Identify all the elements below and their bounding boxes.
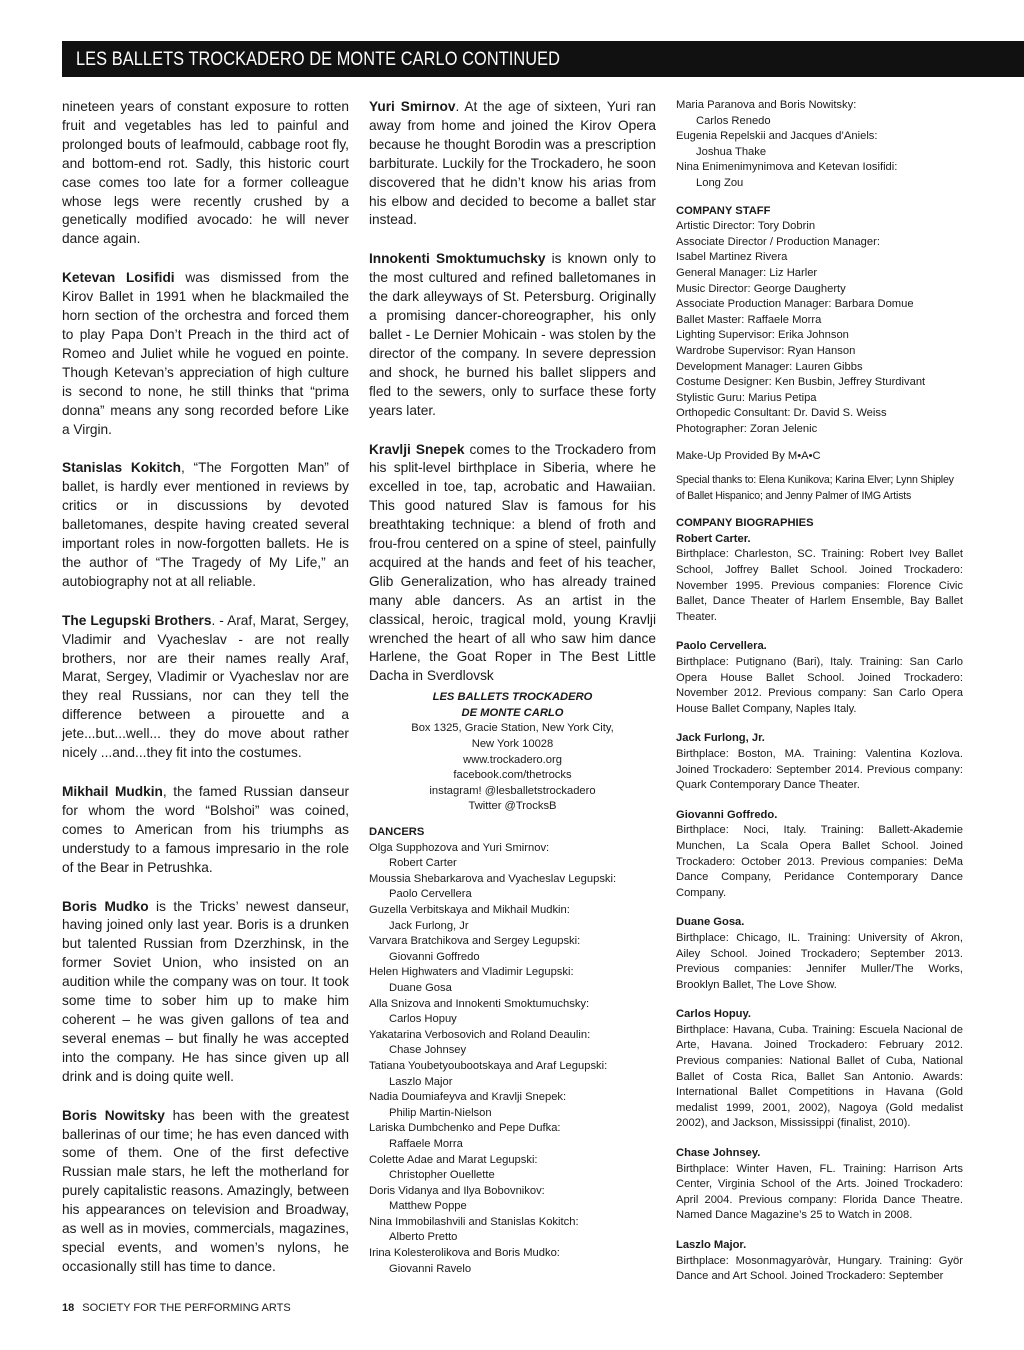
staff-line: Artistic Director: Tory Dobrin — [676, 220, 816, 233]
dancer-roles: Olga Supphozova and Yuri Smirnov: — [369, 841, 550, 854]
paragraph: Kravlji Snepek comes to the Trockadero from his split-level birthplace in Siberia, where he excelled in toe, tap, acrobatic and Hawaiian. This good natured Slav is famous for his breathtaking technique: a blend of froth and frou-frou centered on a spine of steel, painfully acquired at the hands and feet of his teacher, Glib Generalization, who has already trained many able dancers. As an artist in the classical, heroic, tragical mold, young Kravlji wrenched the heart of all who saw him dance Harlene, the Goat Roper in The Best Little Dacha in Sverdlovsk — [369, 441, 656, 684]
staff-line: Stylistic Guru: Marius Petipa — [676, 391, 817, 404]
dancer-name: Chase Johnsey — [389, 1044, 467, 1057]
bio-name: Paolo Cervellera. — [676, 640, 767, 653]
column-1 — [62, 98, 349, 1297]
dancer-roles: Moussia Shebarkarova and Vyacheslav Legupski: — [369, 872, 617, 885]
dancer-name: Giovanni Goffredo — [389, 950, 480, 963]
dancer-name: Laszlo Major — [389, 1075, 453, 1088]
paragraph: The Legupski Brothers. - Araf, Marat, Sergey, Vladimir and Vyacheslav - are not really brothers, nor are their names really Araf, Marat, Sergey, Vladimir or Vyacheslav nor are they real Russians, nor can they tell the difference between a pirouette and a jete...but...well... they do move about rather nicely ...and...they fit into the costumes. — [62, 612, 349, 761]
dancers-heading: DANCERS — [369, 826, 425, 839]
page-number: 18 — [62, 1302, 75, 1314]
dancer-roles: Lariska Dumbchenko and Pepe Dufka: — [369, 1122, 561, 1135]
page-footer — [62, 1302, 291, 1314]
contact-block — [369, 690, 656, 815]
instagram: instagram! @lesballetstrockadero — [429, 784, 596, 797]
dancer-name: Raffaele Morra — [389, 1137, 463, 1150]
staff-line: General Manager: Liz Harler — [676, 266, 818, 279]
dancer-name: Joshua Thake — [696, 145, 767, 158]
bios-heading: COMPANY BIOGRAPHIES — [676, 517, 814, 530]
dancer-roles: Irina Kolesterolikova and Boris Mudko: — [369, 1247, 560, 1260]
staff-heading: COMPANY STAFF — [676, 204, 771, 217]
staff-line: Costume Designer: Ken Busbin, Jeffrey Sturdivant — [676, 376, 926, 389]
paragraph: Boris Mudko is the Tricks’ newest danseur, having joined only last year. Boris is a drunken but talented Russian from Dzerzhinsk, in the former Soviet Union, who insisted on an audition while the company was on tour. It took some time to sober him up to make him coherent – he was given gallons of tea and several enemas – but finally he was accepted into the company. He has since given up all drink and is doing quite well. — [62, 898, 349, 1084]
staff-line: Music Director: George Daugherty — [676, 282, 846, 295]
bio-name: Laszlo Major. — [676, 1239, 747, 1251]
bio-text: Birthplace: Havana, Cuba. Training: Escuela Nacional de Arte, Havana. Joined Trockadero: February 2012. Previous companies: National Ballet of Cuba, National Ballet of Costa Rica, Ballet San Antonio. Awards: International Ballet Competitions in Havana (Gold medalist 1999, 2001, 2002), Nagoya (Gold medalist 2002), and Jackson, Mississippi (finalist, 2010). — [676, 1023, 963, 1130]
address-line: New York 10028 — [471, 738, 554, 751]
staff-line: Ballet Master: Raffaele Morra — [676, 313, 822, 326]
dancer-roles: Helen Highwaters and Vladimir Legupski: — [369, 966, 574, 979]
dancer-roles: Guzella Verbitskaya and Mikhail Mudkin: — [369, 904, 570, 916]
staff-line: Associate Director / Production Manager: — [676, 235, 880, 248]
staff-line: Photographer: Zoran Jelenic — [676, 422, 818, 435]
dancer-name: Paolo Cervellera — [389, 888, 472, 901]
dancer-name: Stanislas Kokitch — [62, 460, 182, 476]
dancer-roles: Doris Vidanya and Ilya Bobovnikov: — [369, 1184, 545, 1197]
paragraph: Yuri Smirnov. At the age of sixteen, Yuri ran away from home and joined the Kirov Opera because he thought Borodin was a prescription barbiturate. Luckily for the Trockadero, he soon discovered that he didn’t know his arias from his elbow and decided to become a ballet star instead. — [369, 99, 656, 228]
bio-name: Chase Johnsey. — [676, 1147, 761, 1160]
dancer-name: Alberto Pretto — [389, 1231, 458, 1244]
bio-text: Birthplace: Boston, MA. Training: Valentina Kozlova. Joined Trockadero: September 2014. Previous company: Quark Contemporary Dance Theater. — [676, 747, 963, 792]
paragraph: nineteen years of constant exposure to rotten fruit and vegetables has led to painful and prolonged bouts of leafmould, cabbage root fly, and bottom-end rot. Sadly, this historic court case comes too late for a former colleague whose legs were recently crushed by a genetically modified avocado: he will never dance again. — [62, 99, 349, 247]
dancer-roles: Colette Adae and Marat Legupski: — [369, 1153, 538, 1166]
section-title: LES BALLETS TROCKADERO DE MONTE CARLO CONTINUED — [76, 49, 561, 70]
bio-name: Giovanni Goffredo. — [676, 808, 778, 821]
dancer-roles: Varvara Bratchikova and Sergey Legupski: — [369, 935, 581, 948]
bio-name: Robert Carter. — [676, 532, 751, 545]
staff-line: Associate Production Manager: Barbara Domue — [676, 298, 914, 311]
paragraph: Ketevan Losifidi was dismissed from the Kirov Ballet in 1991 when he blackmailed the horn section of the orchestra and forced them to play Papa Don’t Preach in the third act of Romeo and Juliet while he vogued en pointe. Though Ketevan’s appreciation of high culture is second to none, he still thinks that “prima donna” means any song recorded before Like a Virgin. — [62, 270, 350, 437]
dancer-name: Giovanni Ravelo — [389, 1262, 472, 1275]
dancer-roles: Eugenia Repelskii and Jacques d’Aniels: — [676, 130, 878, 143]
paragraph: Mikhail Mudkin, the famed Russian danseur for whom the word “Bolshoi” was coined, comes to American from his triumphs as understudy to a famous impresario in the role of the Bear in Petrushka. — [62, 784, 349, 875]
staff-line: Isabel Martinez Rivera — [676, 251, 788, 264]
paragraph: Stanislas Kokitch, “The Forgotten Man” of ballet, is hardly ever mentioned in reviews by critics or in discussions by devoted balletomanes, despite having created several important roles in now-forgotten ballets. He is the author of “The Tragedy of My Life,” an autobiography not at all reliable. — [62, 460, 349, 589]
dancer-roles: Nadia Doumiafeyva and Kravlji Snepek: — [369, 1091, 567, 1104]
dancer-name: Carlos Renedo — [696, 114, 771, 127]
twitter: Twitter @TrocksB — [468, 800, 557, 813]
dancer-roles: Tatiana Youbetyoubootskaya and Araf Legupski: — [369, 1059, 608, 1072]
staff-line: Development Manager: Lauren Gibbs — [676, 360, 863, 373]
staff-line: Wardrobe Supervisor: Ryan Hanson — [676, 344, 856, 357]
website: www.trockadero.org — [463, 753, 562, 766]
dancer-name: Matthew Poppe — [389, 1200, 467, 1213]
dancer-name: Long Zou — [696, 176, 744, 189]
dancer-name: Kravlji Snepek — [369, 441, 465, 457]
dancer-name: Carlos Hopuy — [389, 1013, 457, 1026]
dancer-roles: Alla Snizova and Innokenti Smoktumuchsky: — [369, 997, 590, 1010]
bio-text: Birthplace: Putignano (Bari), Italy. Training: San Carlo Opera House Ballet School. Joined Trockadero: November 2012. Previous company: San Carlo Opera House Ballet Company, Naples Italy. — [676, 656, 963, 715]
paragraph: Innokenti Smoktumuchsky is known only to the most cultured and refined balletomanes in the dark alleyways of St. Petersburg. Originally a promising dancer-choreographer, his only ballet - Le Dernier Mohicain - was stolen by the director of the company. In severe depression and shock, he burned his ballet slippers and fled to the sewers, only to surface these forty years later. — [369, 251, 656, 418]
staff-line: Lighting Supervisor: Erika Johnson — [676, 329, 849, 342]
bio-name: Jack Furlong, Jr. — [676, 732, 765, 745]
bio-text: Birthplace: Chicago, IL. Training: University of Akron, Ailey School. Joined Trockadero; September 2013. Previous companies: Jennifer Muller/The Works, Brooklyn Ballet, The Love Show. — [676, 931, 963, 991]
dancer-name: Christopher Ouellette — [389, 1169, 495, 1182]
paragraph: Boris Nowitsky has been with the greatest ballerinas of our time; he has even danced with some of them. One of the first defective Russian male stars, he left the motherland for purely capitalistic reasons. Amazingly, between his appearances on television and Broadway, as well as in movies, commercials, magazines, special events, and women’s nylons, he occasionally still has time to dance. — [62, 1107, 349, 1274]
dancer-name: Boris Mudko — [62, 898, 149, 914]
dancer-name: Mikhail Mudkin — [62, 784, 163, 799]
dancers-list — [369, 825, 656, 1277]
bio-text: Birthplace: Charleston, SC. Training: Robert Ivey Ballet School, Joffrey Ballet School. Joined Trockadero: November 1995. Previous companies: Florence Civic Ballet, Dance Theater of Harlem Ensemble, Bay Ballet Theater. — [676, 548, 963, 623]
column-3 — [676, 98, 963, 1299]
bio-text: Birthplace: Winter Haven, FL. Training: Harrison Arts Center, Virginia School of the Arts. Joined Trockadero: April 2004. Previous company: Florida Dance Theatre. Named Dance Magazine’s 25 to Watch in 2008. — [676, 1162, 963, 1222]
bio-name: Carlos Hopuy. — [676, 1008, 752, 1021]
special-thanks: Special thanks to: Elena Kunikova; Karina Elver; Lynn Shipley of Ballet Hispanico; and Jenny Palmer of IMG Artists — [676, 474, 954, 502]
dancer-roles: Maria Paranova and Boris Nowitsky: — [676, 99, 857, 111]
dancer-name: Ketevan Losifidi — [62, 270, 175, 286]
dancer-roles: Yakatarina Verbosovich and Roland Deaulin: — [369, 1028, 591, 1041]
company-name: LES BALLETS TROCKADERO — [432, 691, 593, 704]
dancer-name: Yuri Smirnov — [369, 99, 456, 114]
dancer-name: Innokenti Smoktumuchsky — [369, 251, 546, 267]
dancer-roles: Nina Immobilashvili and Stanislas Kokitch: — [369, 1215, 579, 1228]
bio-name: Duane Gosa. — [676, 916, 745, 929]
section-banner — [62, 41, 1024, 77]
bio-text: Birthplace: Mosonmagyaròvàr, Hungary. Training: Györ Dance and Art School. Joined Trockadero: September — [676, 1254, 963, 1283]
dancer-name: Boris Nowitsky — [62, 1107, 165, 1123]
bio-text: Birthplace: Noci, Italy. Training: Ballett-Akademie Munchen, La Scala Opera Ballet School. Joined Trockadero: October 2013. Previous companies: DeMa Dance Company, Peridance Contemporary Dance Company. — [676, 824, 963, 899]
publication-name: SOCIETY FOR THE PERFORMING ARTS — [82, 1302, 291, 1314]
dancer-name: Robert Carter — [389, 857, 457, 870]
staff-line: Orthopedic Consultant: Dr. David S. Weiss — [676, 407, 887, 420]
dancer-name: Duane Gosa — [389, 981, 452, 994]
address-line: Box 1325, Gracie Station, New York City, — [411, 722, 614, 735]
makeup-credit: Make-Up Provided By M•A•C — [676, 450, 821, 463]
column-2 — [369, 98, 656, 1277]
facebook: facebook.com/thetrocks — [453, 769, 572, 782]
dancer-name: The Legupski Brothers — [62, 612, 212, 628]
company-name-2: DE MONTE CARLO — [461, 706, 564, 719]
dancer-roles: Nina Enimenimynimova and Ketevan Iosifidi: — [676, 161, 898, 174]
dancer-name: Philip Martin-Nielson — [389, 1106, 492, 1119]
dancer-name: Jack Furlong, Jr — [389, 919, 469, 932]
